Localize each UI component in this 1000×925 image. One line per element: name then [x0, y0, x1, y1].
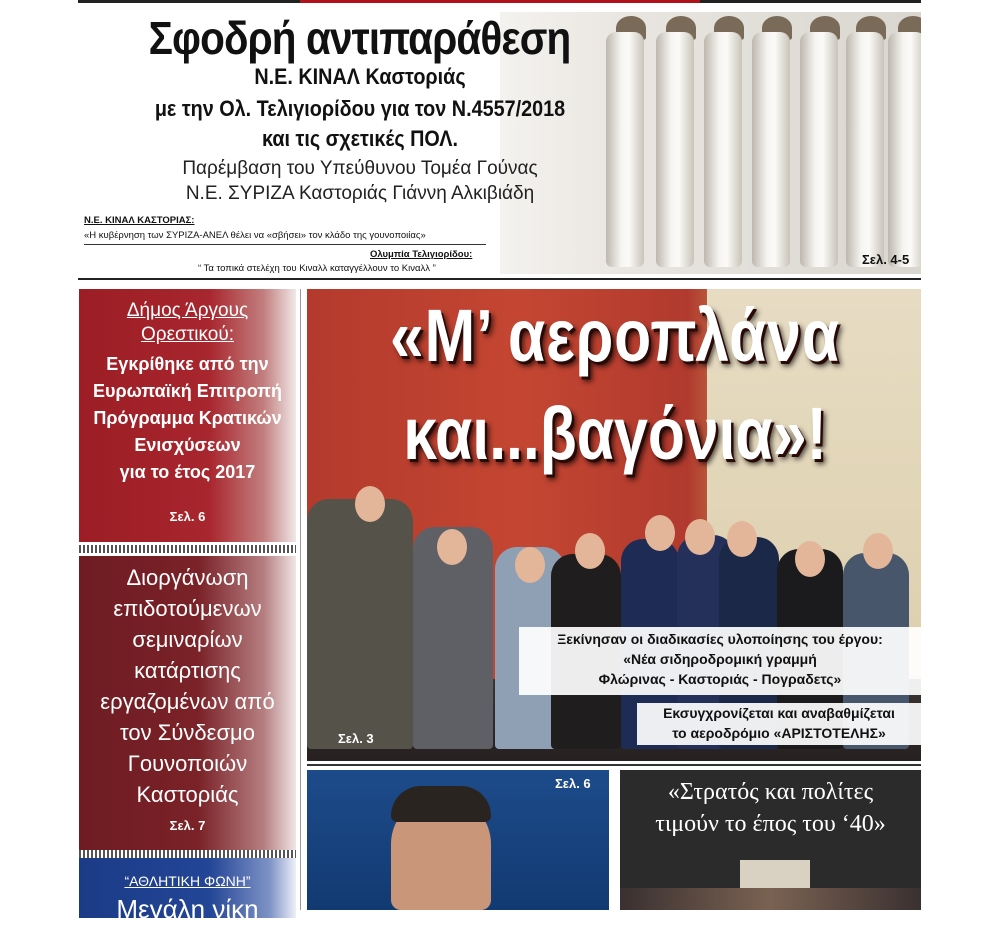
- coat-shape: [888, 32, 921, 267]
- caption-airport[interactable]: [637, 703, 921, 745]
- box1-body-line: Πρόγραμμα Κρατικών: [93, 408, 282, 428]
- main-headline-line1[interactable]: «Μ’ αεροπλάνα: [390, 294, 840, 377]
- left-box-seminars[interactable]: [79, 556, 296, 850]
- quote1-source: Ν.Ε. ΚΙΝΑΛ ΚΑΣΤΟΡΙΑΣ:: [84, 215, 195, 226]
- header-intervention-line: Παρέμβαση του Υπεύθυνου Τομέα Γούνας: [182, 158, 538, 179]
- army-headline-line: «Στρατός και πολίτες: [667, 779, 874, 805]
- header-subtitle-line: με την Ολ. Τελιγιορίδου για τον Ν.4557/2018: [154, 96, 566, 121]
- coat-shape: [704, 32, 742, 267]
- main-headline-line2[interactable]: και...βαγόνια»!: [403, 392, 827, 475]
- main-page-ref: Σελ. 3: [338, 731, 374, 746]
- column-divider-stripe: [79, 850, 296, 858]
- left-box-sports[interactable]: [79, 858, 296, 924]
- box2-body-line: κατάρτισης: [134, 658, 241, 683]
- person-head: [863, 533, 893, 569]
- person-head: [795, 541, 825, 577]
- army-headline-line: τιμούν το έπος του ‘40»: [655, 811, 886, 837]
- caption-line: Εκσυγχρονίζεται και αναβαθμίζεται: [663, 705, 895, 721]
- coat-shape: [656, 32, 694, 267]
- person-head: [685, 519, 715, 555]
- box3-headline: Μεγάλη νίκη: [116, 894, 259, 924]
- header-headline[interactable]: Σφοδρή αντιπαράθεση: [148, 12, 571, 64]
- box2-body-line: εργαζομένων από: [100, 689, 275, 714]
- main-bottom-rule: [307, 764, 921, 766]
- caption-line: Φλώρινας - Καστοριάς - Πογραδετς»: [598, 671, 842, 687]
- left-box-dimos-argous[interactable]: [79, 289, 296, 542]
- box1-body-line: Ενισχύσεων: [134, 435, 241, 455]
- box1-kicker-line: Δήμος Άργους: [126, 300, 249, 321]
- header-subtitle-line: και τις σχετικές ΠΟΛ.: [261, 126, 459, 151]
- header-page-ref: Σελ. 4-5: [862, 252, 910, 267]
- person-head: [437, 529, 467, 565]
- portrait-module[interactable]: [307, 770, 609, 910]
- header-intervention-line: Ν.Ε. ΣΥΡΙΖΑ Καστοριάς Γιάννη Αλκιβιάδη: [185, 183, 535, 204]
- person-head: [645, 515, 675, 551]
- army-headline[interactable]: [620, 776, 921, 840]
- top-rule-accent: [300, 0, 700, 3]
- quote2-text[interactable]: “ Τα τοπικά στελέχη του Κιναλλ καταγγέλλουν το Κιναλλ ”: [198, 263, 436, 274]
- column-divider-stripe: [79, 545, 296, 553]
- header-subtitle-line: Ν.Ε. ΚΙΝΑΛ Καστοριάς: [254, 64, 466, 89]
- header-bottom-rule: [78, 278, 921, 280]
- coat-shape: [846, 32, 884, 267]
- caption-railway[interactable]: [519, 627, 921, 695]
- portrait-page-ref: Σελ. 6: [555, 776, 591, 791]
- quote2-source: Ολυμπία Τελιγιορίδου:: [370, 249, 473, 260]
- coat-shape: [752, 32, 790, 267]
- quote-divider: [84, 244, 486, 245]
- box2-body-line: τον Σύνδεσμο: [120, 720, 255, 745]
- box1-page-ref: Σελ. 6: [169, 509, 206, 524]
- coat-shape: [606, 32, 644, 267]
- army-stage: [620, 888, 921, 910]
- box1-body-line: Εγκρίθηκε από την: [106, 354, 269, 374]
- box2-body-line: Γουνοποιών: [127, 751, 248, 776]
- person-figure: [307, 499, 413, 749]
- person-head: [727, 521, 757, 557]
- quote1-text[interactable]: «Η κυβέρνηση των ΣΥΡΙΖΑ-ΑΝΕΛ θέλει να «σβήσει» τον κλάδο της γουνοποιίας»: [84, 230, 426, 241]
- box2-body-line: Διοργάνωση: [126, 565, 249, 590]
- box1-body-line: Ευρωπαϊκή Επιτροπή: [93, 381, 282, 401]
- person-head: [355, 486, 385, 522]
- portrait-hair: [391, 786, 491, 822]
- caption-line: Ξεκίνησαν οι διαδικασίες υλοποίησης του έργου:: [557, 631, 883, 647]
- person-head: [575, 533, 605, 569]
- person-head: [515, 547, 545, 583]
- box2-body-line: σεμιναρίων: [132, 627, 243, 652]
- box1-body-line: για το έτος 2017: [119, 462, 256, 482]
- caption-line: «Νέα σιδηροδρομική γραμμή: [623, 651, 817, 667]
- box2-body-line: Καστοριάς: [136, 782, 239, 807]
- box2-body-line: επιδοτούμενων: [113, 596, 262, 621]
- column-separator: [300, 289, 301, 910]
- box1-kicker-line: Ορεστικού:: [140, 324, 234, 345]
- caption-line: το αεροδρόμιο «ΑΡΙΣΤΟΤΕΛΗΣ»: [672, 725, 886, 741]
- box3-kicker: “ΑΘΛΗΤΙΚΗ ΦΩΝΗ”: [124, 873, 251, 889]
- coat-shape: [800, 32, 838, 267]
- box2-page-ref: Σελ. 7: [169, 818, 206, 833]
